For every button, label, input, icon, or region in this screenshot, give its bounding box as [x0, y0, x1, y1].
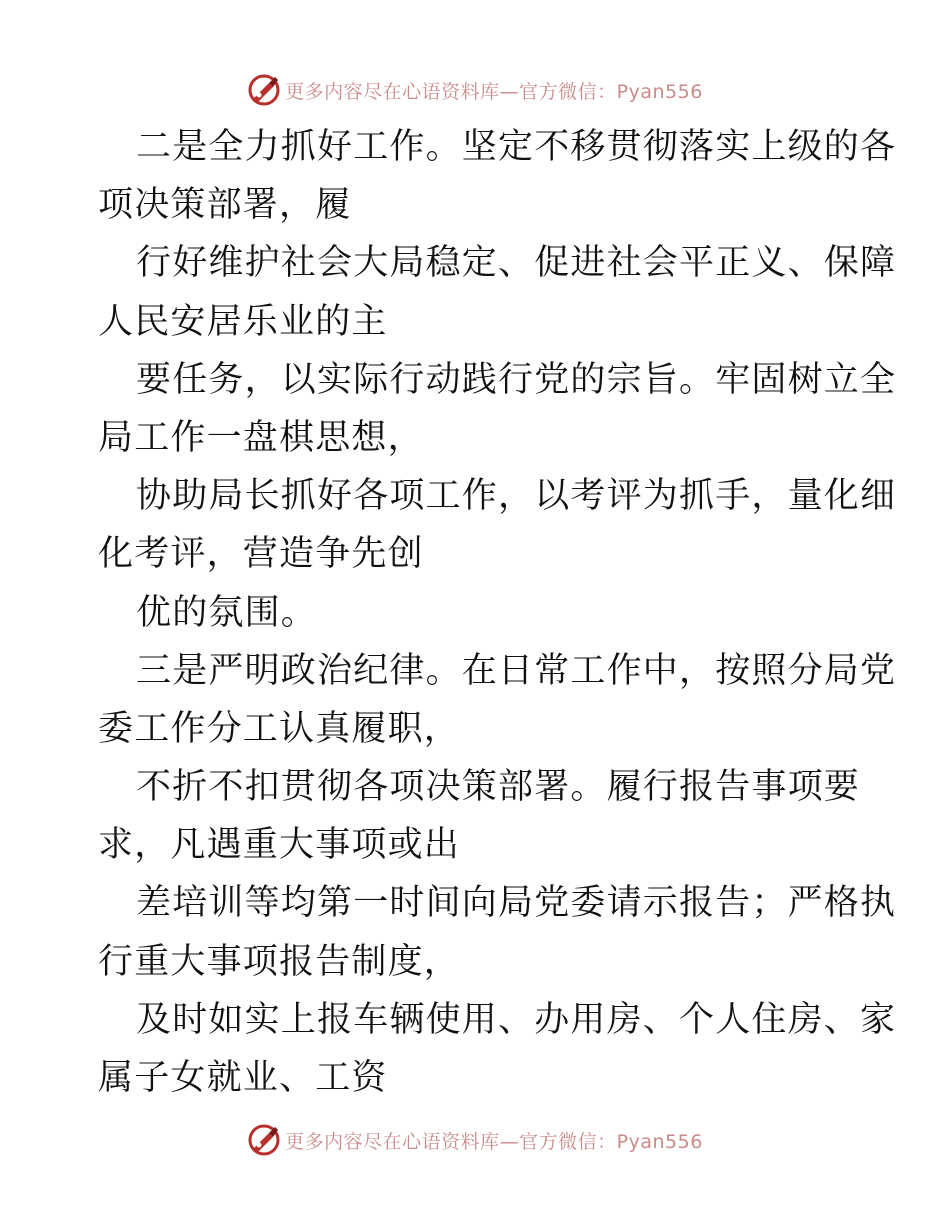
text-line: 二是全力抓好工作。坚定不移贯彻落实上级的各 — [136, 127, 897, 167]
text-line: 三是严明政治纪律。在日常工作中，按照分局党 — [136, 650, 897, 691]
text-line: 协助局长抓好各项工作，以考评为抓手，量化细 — [136, 476, 897, 517]
header-watermark-text: 更多内容尽在心语资料库—官方微信：Pyan556 — [285, 80, 703, 103]
footer-watermark-text: 更多内容尽在心语资料库—官方微信：Pyan556 — [285, 1130, 703, 1153]
text-line: 人民安居乐业的主 — [98, 301, 388, 342]
text-line: 不折不扣贯彻各项决策部署。履行报告事项要 — [136, 767, 861, 808]
logo-icon — [247, 73, 281, 107]
footer-watermark — [0, 1120, 950, 1160]
document-body — [98, 118, 897, 1107]
text-line: 局工作一盘棋思想， — [98, 417, 424, 458]
text-line: 化考评，营造争先创 — [98, 534, 424, 575]
text-line: 行重大事项报告制度， — [98, 941, 461, 982]
logo-icon — [247, 1123, 281, 1157]
text-line: 优的氛围。 — [136, 592, 318, 633]
text-line: 行好维护社会大局稳定、促进社会平正义、保障 — [136, 243, 897, 284]
text-line: 项决策部署，履 — [98, 185, 352, 226]
text-line: 求，凡遇重大事项或出 — [98, 825, 461, 866]
text-line: 委工作分工认真履职， — [98, 708, 461, 749]
text-line: 属子女就业、工资 — [98, 1058, 388, 1098]
text-line: 及时如实上报车辆使用、办用房、个人住房、家 — [136, 999, 897, 1040]
header-watermark — [0, 70, 950, 110]
text-line: 要任务，以实际行动践行党的宗旨。牢固树立全 — [136, 359, 897, 400]
text-line: 差培训等均第一时间向局党委请示报告；严格执 — [136, 883, 897, 924]
